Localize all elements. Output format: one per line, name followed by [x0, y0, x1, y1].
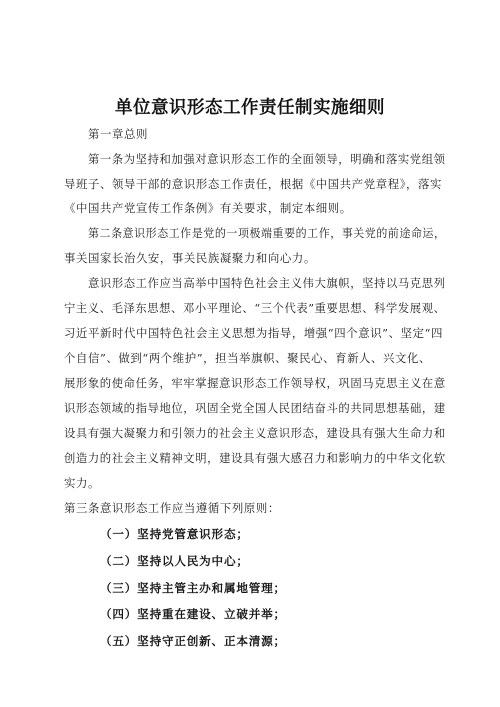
paragraph-3-line-2: 宁主义、毛泽东思想、邓小平理论、“三个代表”重要思想、科学发展观、 [64, 301, 446, 315]
paragraph-3-line-7: 设具有强大凝聚力和引领力的社会主义意识形态，建设具有强大生命力和 [64, 426, 446, 440]
article-2-line-1: 第二条意识形态工作是党的一项极端重要的工作，事关党的前途命运， [88, 226, 446, 240]
article-3-line: 第三条意识形态工作应当遵循下列原则： [64, 501, 280, 515]
principle-1: （一）坚持党管意识形态； [100, 527, 249, 541]
paragraph-3-line-4: 个自信”、做到“两个维护”，担当举旗帜、聚民心、育新人、兴文化、 [64, 351, 431, 365]
document-title: 单位意识形态工作责任制实施细则 [115, 98, 385, 118]
principle-5: （五）坚持守正创新、正本清源； [100, 634, 286, 648]
paragraph-3-line-6: 识形态领域的指导地位，巩固全党全国人民团结奋斗的共同思想基础，建 [64, 401, 446, 415]
paragraph-3-line-8: 创造力的社会主义精神文明，建设具有强大感召力和影响力的中华文化软 [64, 451, 446, 465]
paragraph-3-line-5: 展形象的使命任务，牢牢掌握意识形态工作领导权，巩固马克思主义在意 [64, 376, 446, 390]
paragraph-3-line-9: 实力。 [64, 476, 100, 490]
paragraph-3-line-1: 意识形态工作应当高举中国特色社会主义伟大旗帜，坚持以马克思列 [88, 276, 446, 290]
paragraph-3-line-3: 习近平新时代中国特色社会主义思想为指导，增强“四个意识”、坚定“四 [64, 326, 443, 340]
article-1-line-2: 导班子、领导干部的意识形态工作责任，根据《中国共产党章程》，落实 [64, 177, 443, 191]
article-1-line-3: 《中国共产党宣传工作条例》有关要求，制定本细则。 [64, 201, 352, 215]
chapter-heading: 第一章总则 [88, 127, 148, 141]
article-1-line-1: 第一条为坚持和加强对意识形态工作的全面领导，明确和落实党组领 [88, 152, 446, 166]
principle-2: （二）坚持以人民为中心； [100, 554, 249, 568]
article-2-line-2: 事关国家长治久安，事关民族凝聚力和向心力。 [64, 251, 316, 265]
principle-3: （三）坚持主管主办和属地管理； [100, 581, 286, 595]
principle-4: （四）坚持重在建设、立破并举； [100, 607, 286, 621]
